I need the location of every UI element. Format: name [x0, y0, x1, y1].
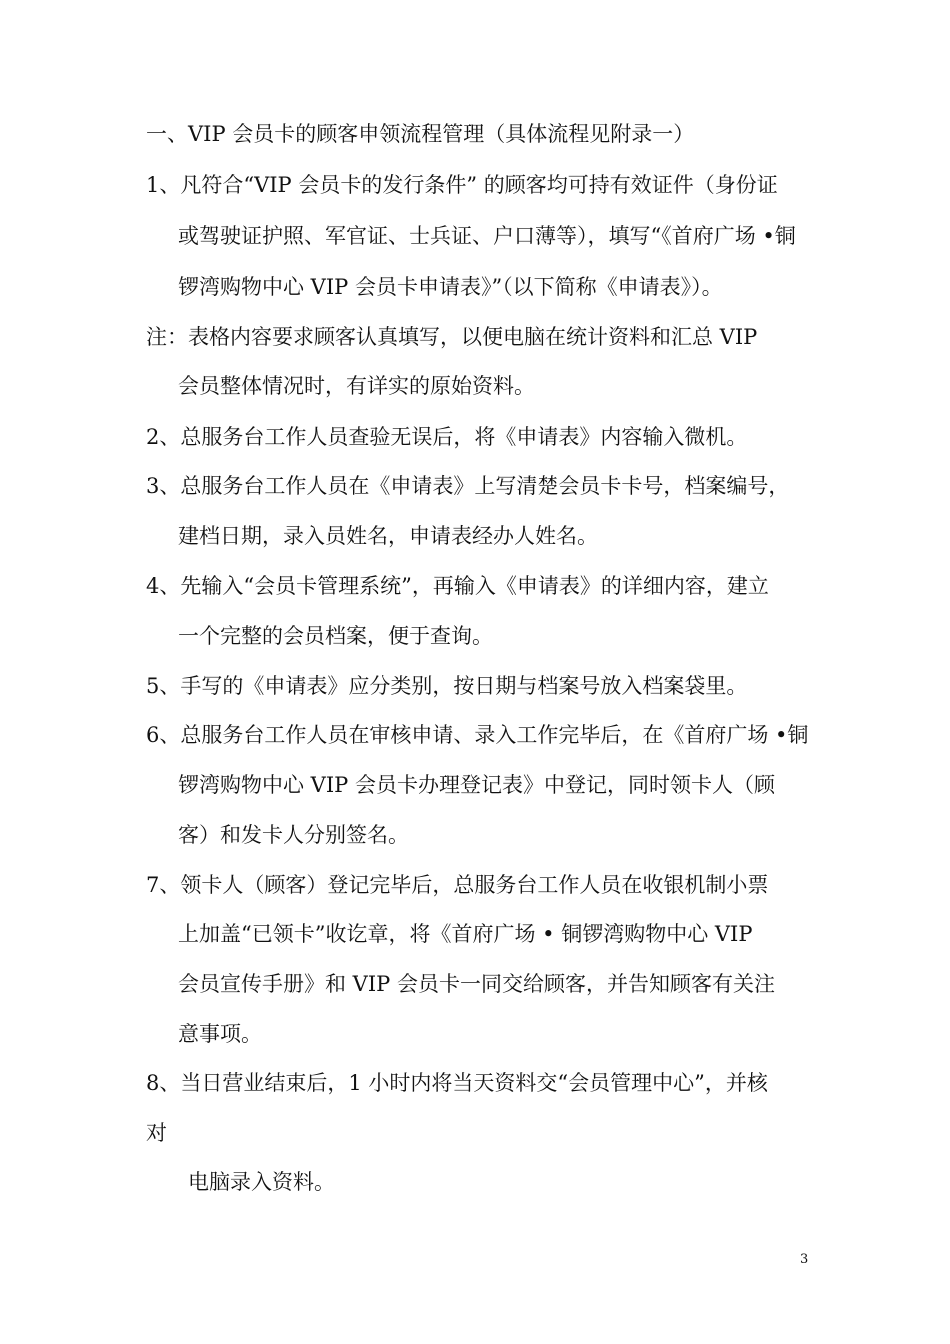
- paragraph-line: 5、手写的《申请表》应分类别，按日期与档案号放入档案袋里。: [146, 674, 748, 698]
- paragraph-line: 锣湾购物中心 VIP 会员卡办理登记表》中登记，同时领卡人（顾: [178, 773, 775, 797]
- paragraph-line: 建档日期，录入员姓名，申请表经办人姓名。: [178, 524, 598, 548]
- paragraph-line: 4、先输入“会员卡管理系统”，再输入《申请表》的详细内容，建立: [146, 574, 769, 598]
- section-heading: 一、VIP 会员卡的顾客申领流程管理（具体流程见附录一）: [146, 122, 695, 146]
- page-number: 3: [800, 1252, 809, 1267]
- paragraph-line: 对: [146, 1121, 167, 1145]
- paragraph-line: 3、总服务台工作人员在《申请表》上写清楚会员卡卡号，档案编号，: [146, 474, 790, 498]
- paragraph-line: 8、当日营业结束后，1 小时内将当天资料交“会员管理中心”，并核: [146, 1071, 768, 1095]
- paragraph-line: 意事项。: [178, 1022, 262, 1046]
- paragraph-line: 1、凡符合“VIP 会员卡的发行条件” 的顾客均可持有效证件（身份证: [146, 173, 778, 197]
- paragraph-line: 或驾驶证护照、军官证、士兵证、户口薄等），填写“《首府广场 •铜: [178, 224, 796, 248]
- paragraph-line: 一个完整的会员档案，便于查询。: [178, 624, 493, 648]
- paragraph-line: 2、总服务台工作人员查验无误后，将《申请表》内容输入微机。: [146, 425, 748, 449]
- paragraph-line: 7、领卡人（顾客）登记完毕后，总服务台工作人员在收银机制小票: [146, 873, 769, 897]
- paragraph-line: 锣湾购物中心 VIP 会员卡申请表》”（以下简称《申请表》）。: [178, 275, 723, 299]
- paragraph-line: 客）和发卡人分别签名。: [178, 823, 409, 847]
- paragraph-line: 上加盖“已领卡”收讫章，将《首府广场 • 铜锣湾购物中心 VIP: [178, 922, 753, 946]
- paragraph-line: 6、总服务台工作人员在审核申请、录入工作完毕后，在《首府广场 •铜: [146, 723, 809, 747]
- paragraph-line: 电脑录入资料。: [188, 1170, 335, 1194]
- note-line: 会员整体情况时，有详实的原始资料。: [178, 374, 535, 398]
- note-line: 注：表格内容要求顾客认真填写，以便电脑在统计资料和汇总 VIP: [146, 325, 758, 349]
- paragraph-line: 会员宣传手册》和 VIP 会员卡一同交给顾客，并告知顾客有关注: [178, 972, 775, 996]
